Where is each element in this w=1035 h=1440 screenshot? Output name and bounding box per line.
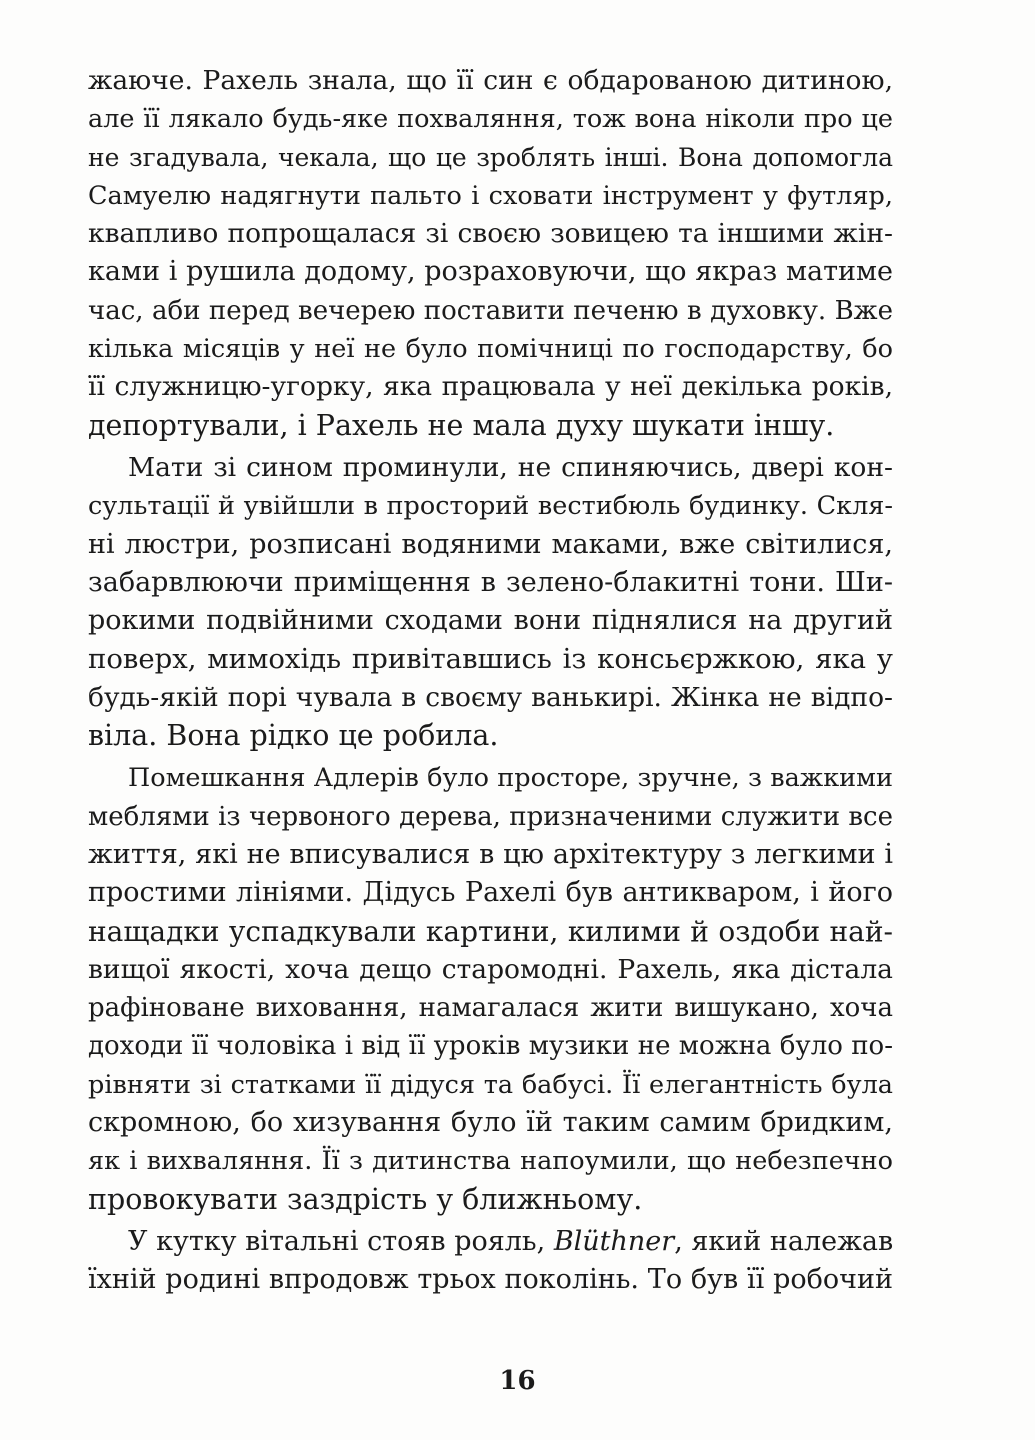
text-line: час, аби перед вечерею поставити печеню в духовку. Вже — [88, 295, 893, 326]
text-line: як і вихваляння. Її з дитинства напоумили, що небезпечно — [88, 1146, 893, 1177]
text-line: її служницю-угорку, яка працювала у неї декілька років, — [88, 371, 893, 403]
text-line: але її лякало будь-яке похваляння, тож вона ніколи про це — [88, 104, 893, 135]
text-line: простими лініями. Дідусь Рахелі був антикваром, і його — [88, 877, 893, 909]
text-line: квапливо попрощалася зі своєю зовицею та іншими жін- — [88, 218, 893, 250]
text-line: депортували, і Рахель не мала духу шукати іншу. — [88, 408, 835, 442]
text-line — [88, 1223, 893, 1261]
text-line: жаюче. Рахель знала, що її син є обдарованою дитиною, — [88, 65, 893, 96]
text-line: скромною, бо хизування було їй таким самим бридким, — [88, 1107, 893, 1139]
text-line: поверх, мимохідь привітавшись із консьєржкою, яка у — [88, 643, 893, 676]
text-line: кілька місяців у неї не було помічниці по господарству, бо — [88, 334, 893, 365]
text-fragment: У кутку вітальні стояв рояль, — [128, 1225, 546, 1257]
page-number: 16 — [499, 1366, 536, 1396]
text-line: будь-якій порі чувала в своєму ванькирі. Жінка не відпо- — [88, 681, 893, 713]
text-line: вищої якості, хоча дещо старомодні. Рахель, яка дістала — [88, 953, 893, 985]
text-line: їхній родині впродовж трьох поколінь. То був її робочий — [88, 1264, 893, 1296]
text-line: провокувати заздрість у ближньому. — [88, 1182, 643, 1216]
text-line: не згадувала, чекала, що це зроблять інші. Вона допомогла — [88, 142, 893, 172]
text-line: рафіноване виховання, намагалася жити вишукано, хоча — [88, 993, 893, 1024]
text-line: доходи її чоловіка і від її уроків музики не можна було по- — [88, 1031, 893, 1062]
text-line: нащадки успадкували картини, килими й оздоби най- — [88, 914, 893, 948]
text-line: сультації й увійшли в просторий вестибюль будинку. Скля- — [88, 491, 893, 522]
text-line: ками і рушила додому, розраховуючи, що якраз матиме — [88, 256, 893, 288]
text-line: рівняти зі статками її дідуся та бабусі. Її елегантність була — [88, 1069, 893, 1100]
text-line: Мати зі сином проминули, не спиняючись, двері кон- — [128, 451, 893, 483]
text-line: Самуелю надягнути пальто і сховати інструмент у футляр, — [88, 180, 893, 211]
text-line: рокими подвійними сходами вони піднялися на другий — [88, 605, 893, 637]
text-line: забарвлюючи приміщення в зелено-блакитні тони. Ши- — [88, 566, 893, 598]
text-line: життя, які не вписувалися в цю архітектуру з легкими і — [88, 838, 893, 870]
text-line: віла. Вона рідко це робила. — [88, 719, 499, 753]
text-line: меблями із червоного дерева, призначеними служити все — [88, 801, 893, 832]
body-text — [88, 62, 893, 1300]
text-fragment: , який належав — [674, 1225, 894, 1257]
text-line: Помешкання Адлерів було просторе, зручне, з важкими — [128, 763, 893, 794]
text-line: ні люстри, розписані водяними маками, вже світилися, — [88, 528, 893, 560]
italic-brand-name: Blüthner — [553, 1225, 675, 1257]
